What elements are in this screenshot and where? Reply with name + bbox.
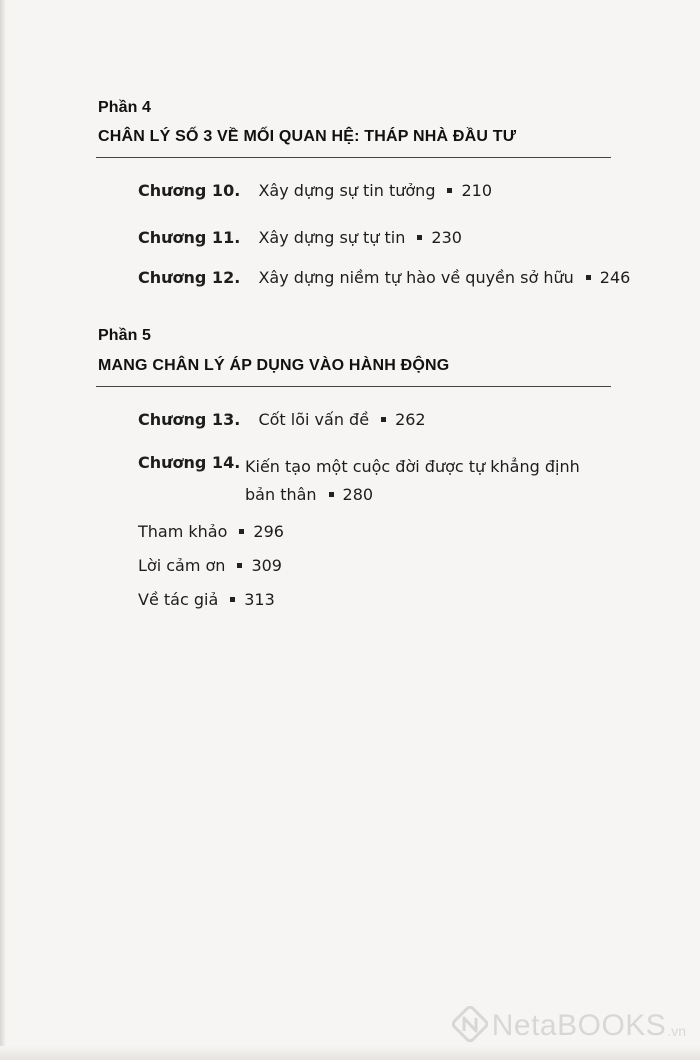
bullet-separator-icon [230,597,235,602]
toc-entry-chapter-14[interactable] [138,453,598,513]
bullet-separator-icon [237,563,242,568]
page-number: 210 [461,181,493,200]
entry-title: Về tác giả [138,590,219,609]
bullet-separator-icon [381,417,386,422]
page-number: 296 [253,522,284,541]
toc-entry-references[interactable] [138,522,284,541]
bullet-separator-icon [239,529,244,534]
toc-entry-chapter-11[interactable] [138,228,462,247]
toc-entry-chapter-10[interactable] [138,181,492,200]
chapter-title: Xây dựng sự tin tưởng [258,181,436,200]
bullet-separator-icon [417,235,422,240]
page-number: 246 [599,268,631,287]
chapter-title: Xây dựng niềm tự hào về quyền sở hữu [258,268,574,287]
chapter-title-line-2 [245,481,580,509]
neta-logo-icon [452,1006,492,1046]
chapter-title-block [245,453,580,509]
toc-entry-acknowledgements[interactable] [138,556,282,575]
chapter-number: Chương 12. [138,268,241,287]
chapter-title: Cốt lõi vấn đề [258,410,370,429]
chapter-title-line-2-text: bản thân [245,485,317,504]
entry-title: Tham khảo [138,522,228,541]
toc-entry-about-author[interactable] [138,590,275,609]
chapter-number: Chương 13. [138,410,241,429]
page-number: 262 [395,410,426,429]
chapter-number: Chương 14. [138,453,241,472]
page-edge-bottom [0,1046,700,1060]
chapter-number: Chương 10. [138,181,241,200]
entry-title: Lời cảm ơn [138,556,226,575]
watermark-brand: NetaBOOKS [491,1009,667,1042]
page-number: 280 [342,485,374,504]
watermark-suffix: .vn [667,1023,686,1039]
toc-entry-chapter-12[interactable] [138,268,630,287]
part-5-title: MANG CHÂN LÝ ÁP DỤNG VÀO HÀNH ĐỘNG [98,357,450,374]
chapter-number: Chương 11. [138,228,241,247]
netabooks-watermark [452,1006,686,1046]
part-4-label: Phần 4 [98,99,152,116]
page-number: 313 [244,590,275,609]
chapter-title-line-1: Kiến tạo một cuộc đời được tự khẳng định [245,457,580,476]
page-number: 309 [251,556,282,575]
bullet-separator-icon [447,188,452,193]
chapter-title: Xây dựng sự tự tin [258,228,406,247]
part-4-divider [96,157,611,158]
toc-entry-chapter-13[interactable] [138,410,426,429]
bullet-separator-icon [329,492,334,497]
part-5-label: Phần 5 [98,327,152,344]
page-number: 230 [431,228,462,247]
part-5-divider [96,386,611,387]
page-edge [0,0,6,1060]
part-4-title: CHÂN LÝ SỐ 3 VỀ MỐI QUAN HỆ: THÁP NHÀ ĐẦU TƯ [98,128,517,145]
bullet-separator-icon [586,275,591,280]
